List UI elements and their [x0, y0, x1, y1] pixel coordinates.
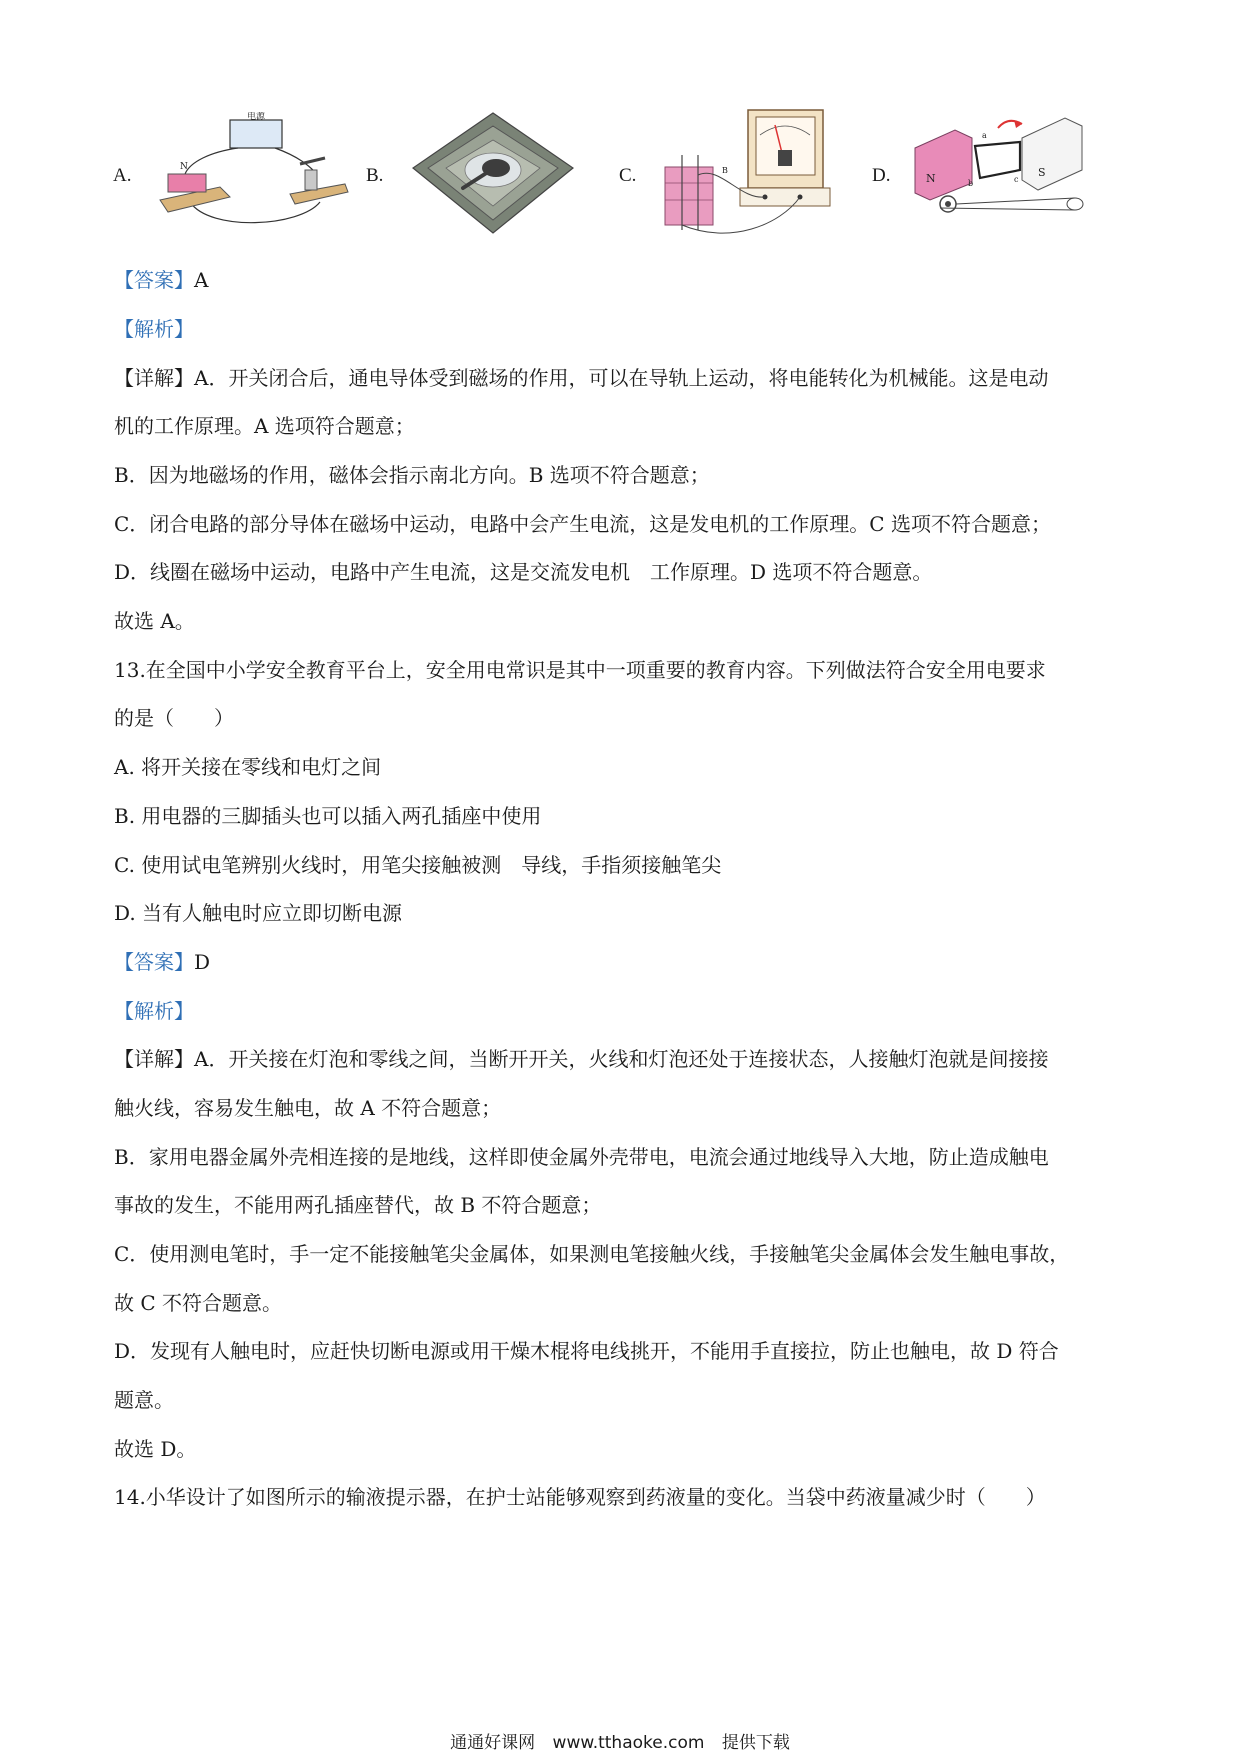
q12-answer: [114, 266, 208, 294]
horseshoe-magnet: [168, 174, 206, 192]
q13-analysis-tag: 【解析】: [114, 999, 194, 1023]
d-magnet-n-label: N: [926, 172, 936, 185]
q12-detail-line: 【详解】A．开关闭合后，通电导体受到磁场的作用，可以在导轨上运动，将电能转化为机械能。这是电动: [114, 366, 1049, 390]
q13-answer: [114, 948, 210, 976]
figure-a-motor-rails: [150, 112, 350, 232]
detail-tag: 【详解】: [114, 1047, 194, 1071]
figure-c-generator: [660, 105, 835, 245]
q13-detail-line: B．家用电器金属外壳相连接的是地线，这样即使金属外壳带电，电流会通过地线导入大地，防止造成触电: [114, 1145, 1049, 1169]
footer-site-name: 通通好课网: [450, 1733, 536, 1753]
point-a-label: a: [982, 131, 987, 140]
figure-d-ac-generator: [910, 108, 1090, 238]
point-b-d-label: b: [968, 179, 974, 188]
q13-option-b: B. 用电器的三脚插头也可以插入两孔插座中使用: [114, 804, 542, 828]
q13-detail-line: 题意。: [114, 1388, 174, 1412]
answer-tag: 【答案】: [114, 950, 194, 974]
q13-detail-line: 触火线，容易发生触电，故 A 不符合题意；: [114, 1096, 502, 1120]
q13-detail-line: C．使用测电笔时，手一定不能接触笔尖金属体，如果测电笔接触火线，手接触笔尖金属体会发生触电事故，: [114, 1242, 1070, 1266]
answer-value: D: [194, 950, 211, 974]
option-d-label: D.: [872, 165, 891, 186]
point-c-label: c: [1014, 175, 1019, 184]
q12-analysis-tag: 【解析】: [114, 317, 194, 341]
magnet-n-label: N: [180, 162, 188, 172]
q13-detail-line: 事故的发生，不能用两孔插座替代，故 B 不符合题意；: [114, 1193, 602, 1217]
q13-detail-line: 【详解】A．开关接在灯泡和零线之间，当断开开关，火线和灯泡还处于连接状态，人接触灯泡就是间接接: [114, 1047, 1049, 1071]
page-footer: [0, 1728, 1240, 1753]
q14-stem: 14.小华设计了如图所示的输液提示器，在护士站能够观察到药液量的变化。当袋中药液量减少时（ ）: [114, 1485, 1046, 1509]
q13-conclusion: 故选 D。: [114, 1437, 197, 1461]
q13-option-d: D. 当有人触电时应立即切断电源: [114, 901, 403, 925]
detail-tag: 【详解】: [114, 366, 194, 390]
power-supply-box: [230, 120, 282, 148]
q12-detail-line: 机的工作原理。A 选项符合题意；: [114, 414, 415, 438]
q13-option-c: C. 使用试电笔辨别火线时，用笔尖接触被测 导线，手指须接触笔尖: [114, 853, 722, 877]
magnet-n-pole: [915, 130, 972, 200]
q13-detail-line: D．发现有人触电时，应赶快切断电源或用干燥木棍将电线挑开，不能用手直接拉，防止也触电，故 D 符合: [114, 1339, 1059, 1363]
power-supply-label: 电源: [246, 112, 266, 122]
rotating-coil: [975, 142, 1020, 178]
answer-tag: 【答案】: [114, 268, 194, 292]
q12-detail-line: B．因为地磁场的作用，磁体会指示南北方向。B 选项不符合题意；: [114, 463, 710, 487]
q12-conclusion: 故选 A。: [114, 609, 195, 633]
figure-b-compass: [408, 108, 578, 238]
q13-option-a: A. 将开关接在零线和电灯之间: [114, 755, 382, 779]
answer-value: A: [194, 268, 209, 292]
option-a-label: A.: [113, 165, 132, 186]
option-c-label: C.: [619, 165, 637, 186]
q12-detail-line: D．线圈在磁场中运动，电路中产生电流，这是交流发电机 工作原理。D 选项不符合题意。: [114, 560, 933, 584]
footer-suffix: 提供下载: [721, 1733, 790, 1753]
q12-detail-line: C．闭合电路的部分导体在磁场中运动，电路中会产生电流，这是发电机的工作原理。C 选项不符合题意；: [114, 512, 1051, 536]
q13-stem: 13.在全国中小学安全教育平台上，安全用电常识是其中一项重要的教育内容。下列做法符合安全用电要求: [114, 658, 1046, 682]
coil-magnet: [665, 167, 713, 225]
q13-stem-cont: 的是（ ）: [114, 706, 234, 730]
magnet-s-pole: [1022, 118, 1082, 190]
point-b-label: B: [722, 166, 728, 175]
q13-detail-line: 故 C 不符合题意。: [114, 1291, 283, 1315]
option-b-label: B.: [366, 165, 384, 186]
d-magnet-s-label: S: [1038, 166, 1046, 179]
footer-url[interactable]: www.tthaoke.com: [552, 1733, 705, 1753]
